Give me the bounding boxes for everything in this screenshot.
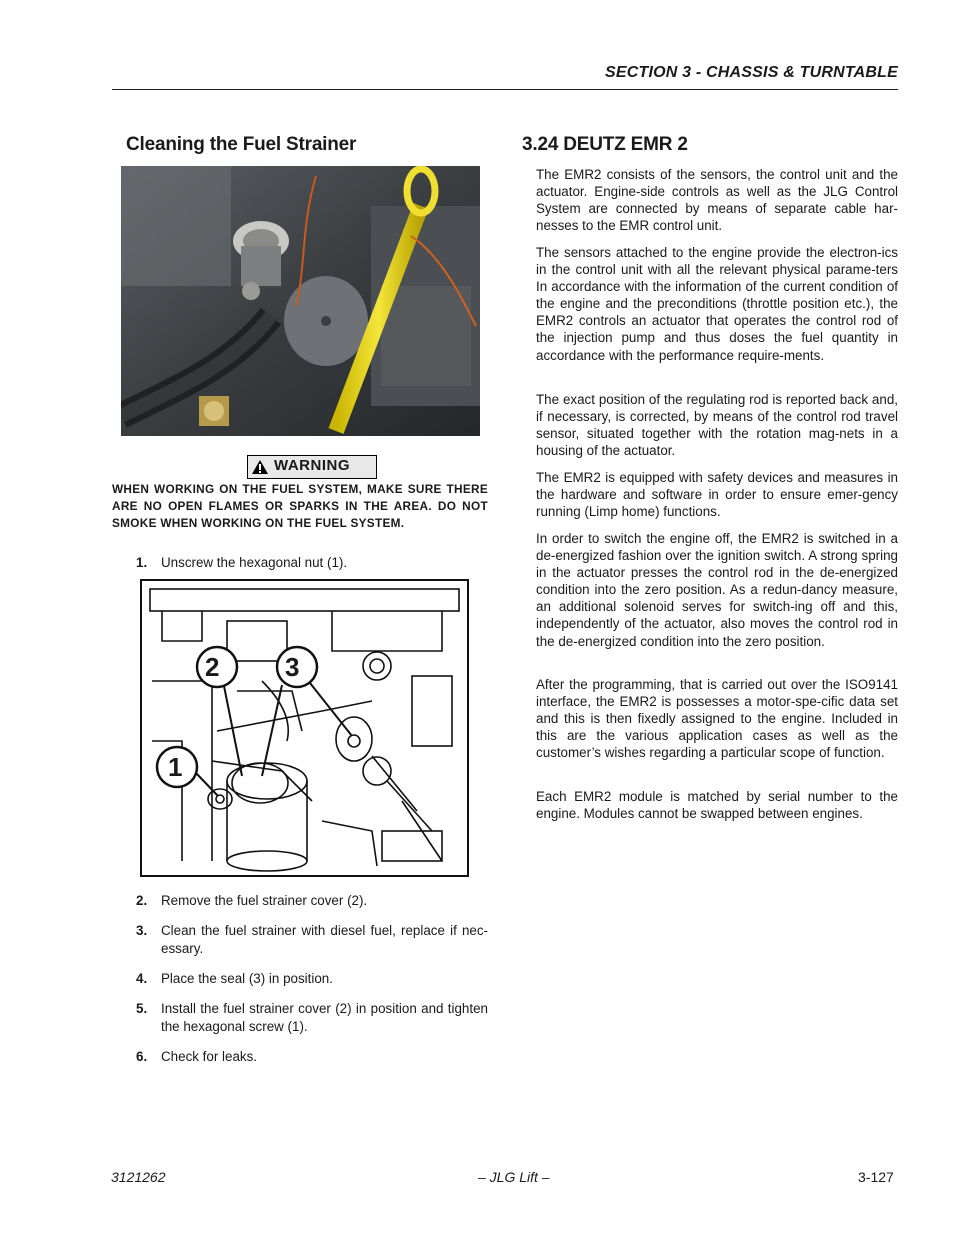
warning-banner [247, 455, 377, 479]
step-number: 3. [136, 923, 148, 938]
footer-doc-number: 3121262 [111, 1169, 166, 1185]
callout-1-label: 1 [168, 752, 183, 782]
paragraph-6: After the programming, that is carried out over the ISO9141 interface, the EMR2 is possesses a motor-spe-cific data set and this is then fixedly assigned to the engine. Included in this are the various application cases as well as the customer’s wishes regarding a particular scope of function. [536, 677, 898, 761]
warning-icon [251, 459, 269, 475]
step-text: Unscrew the hexagonal nut (1). [161, 555, 348, 570]
section-header: SECTION 3 - CHASSIS & TURNTABLE [604, 64, 898, 81]
warning-label: WARNING [274, 457, 350, 474]
callout-2 [197, 647, 242, 776]
callout-3-label: 3 [285, 652, 300, 682]
callout-2-label: 2 [205, 652, 220, 682]
step-number: 6. [136, 1049, 148, 1064]
step-number: 5. [136, 1001, 148, 1016]
paragraph-7: Each EMR2 module is matched by serial number to the engine. Modules cannot be swapped between engines. [536, 789, 898, 822]
step-text: Install the fuel strainer cover (2) in position and tighten the hexagonal screw (1). [161, 1001, 488, 1034]
step-number: 4. [136, 971, 148, 986]
warning-text: WHEN WORKING ON THE FUEL SYSTEM, MAKE SURE THERE ARE NO OPEN FLAMES OR SPARKS IN THE AREA. DO NOT SMOKE WHEN WORKING ON THE FUEL SYSTEM. [112, 482, 488, 530]
paragraph-2: The sensors attached to the engine provide the electron-ics in the control unit with all the relevant physical parame-ters In accordance with the information of the current condition of the engine and the preconditions (throttle position etc.), the EMR2 controls an actuator that operates the control rod of the injection pump and thus doses the fuel quantity in accordance with the performance require-ments. [536, 245, 898, 363]
step-text: Remove the fuel strainer cover (2). [161, 893, 368, 908]
footer-title: – JLG Lift – [478, 1169, 550, 1185]
footer-page-number: 3-127 [858, 1169, 894, 1185]
paragraph-1: The EMR2 consists of the sensors, the control unit and the actuator. Engine-side controls as well as the JLG Control System are connected by means of separate cable har-nesses to the EMR control unit. [536, 167, 898, 234]
engine-photo [121, 166, 480, 436]
step-text: Clean the fuel strainer with diesel fuel, replace if nec-essary. [161, 923, 488, 956]
fuel-strainer-diagram [140, 579, 469, 877]
step-number: 2. [136, 893, 148, 908]
paragraph-3: The exact position of the regulating rod is reported back and, if necessary, is corrected, by means of the control rod travel sensor, situated together with the rotation mag-nets in a housing of the actuator. [536, 392, 898, 459]
paragraph-5: In order to switch the engine off, the EMR2 is switched in a de-energized fashion over the ignition switch. A strong spring in the actuator presses the control rod in the de-energized condition into the zero position. As a redun-dancy measure, an additional solenoid serves for switch-ing off and this, independently of the actuator, also moves the control rod in the de-energized condition into the zero position. [536, 531, 898, 649]
callout-3 [262, 647, 352, 776]
header-rule [112, 89, 898, 90]
callout-1 [157, 747, 218, 796]
paragraph-4: The EMR2 is equipped with safety devices and measures in the hardware and software in order to ensure emer-gency running (Limp home) functions. [536, 470, 898, 520]
section-title-deutz-emr2: 3.24 DEUTZ EMR 2 [522, 134, 688, 155]
section-title-fuel-strainer: Cleaning the Fuel Strainer [126, 134, 357, 155]
step-number: 1. [136, 555, 148, 570]
step-text: Check for leaks. [161, 1049, 258, 1064]
step-text: Place the seal (3) in position. [161, 971, 333, 986]
